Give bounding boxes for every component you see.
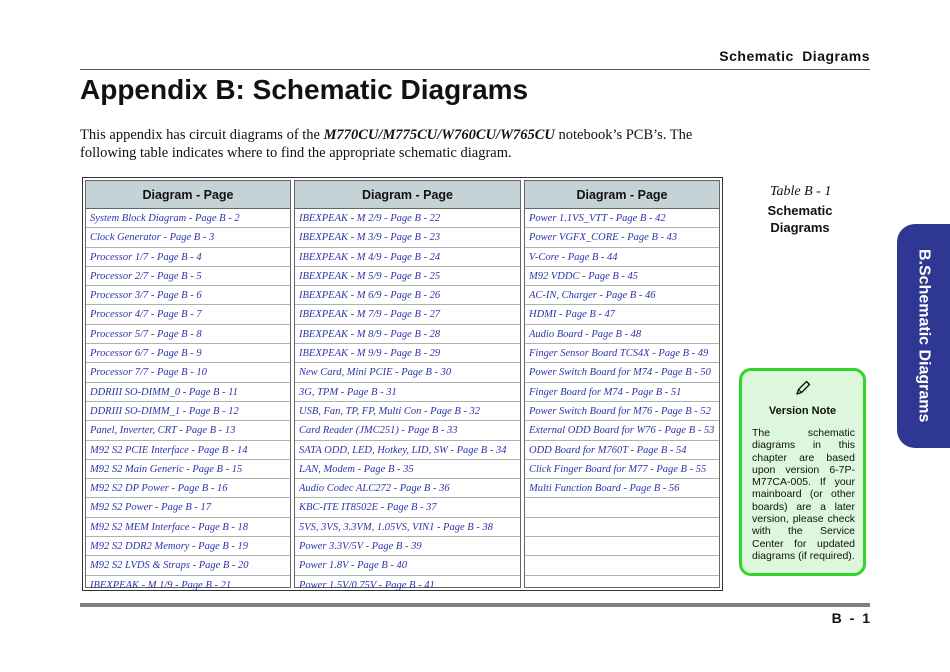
schematic-table (82, 177, 723, 591)
table-cell: M92 S2 LVDS & Straps - Page B - 20 (86, 556, 290, 575)
column-header: Diagram - Page (525, 181, 719, 209)
table-cell: Audio Codec ALC272 - Page B - 36 (295, 479, 520, 498)
side-tab-label: B.Schematic Diagrams (915, 249, 933, 423)
intro-text-after: notebook’s PCB’s. The following table indicates where to find the appropriate schematic diagram. (80, 127, 693, 161)
table-column-2 (294, 180, 521, 591)
table-column-3 (524, 180, 720, 588)
table-cell (525, 576, 719, 595)
column-rows (525, 209, 719, 587)
running-head: Schematic Diagrams (719, 48, 870, 64)
table-cell: Finger Sensor Board TCS4X - Page B - 49 (525, 344, 719, 363)
table-cell: M92 S2 MEM Interface - Page B - 18 (86, 518, 290, 537)
page-number: B - 1 (831, 610, 870, 626)
table-cell: M92 S2 PCIE Interface - Page B - 14 (86, 441, 290, 460)
table-cell (525, 537, 719, 556)
intro-paragraph (80, 126, 730, 162)
table-cell: IBEXPEAK - M 1/9 - Page B - 21 (90, 579, 232, 591)
table-cell: External ODD Board for W76 - Page B - 53 (525, 421, 719, 440)
table-cell: M92 S2 DDR2 Memory - Page B - 19 (86, 537, 290, 556)
table-cell: 5VS, 3VS, 3.3VM, 1.05VS, VIN1 - Page B - 38 (295, 518, 520, 537)
table-cell: Processor 1/7 - Page B - 4 (86, 248, 290, 267)
table-cell: ODD Board for M760T - Page B - 54 (525, 441, 719, 460)
table-cell: Power 1.5V/0.75V - Page B - 41 (299, 579, 435, 591)
table-cell: V-Core - Page B - 44 (525, 248, 719, 267)
table-cell: Processor 2/7 - Page B - 5 (86, 267, 290, 286)
table-cell: Power Switch Board for M76 - Page B - 52 (525, 402, 719, 421)
table-caption-title: Schematic Diagrams (767, 203, 833, 235)
table-cell: LAN, Modem - Page B - 35 (295, 460, 520, 479)
table-cell: DDRIII SO-DIMM_0 - Page B - 11 (86, 383, 290, 402)
table-cell: 3G, TPM - Page B - 31 (295, 383, 520, 402)
table-cell: Finger Board for M74 - Page B - 51 (525, 383, 719, 402)
table-cell: SATA ODD, LED, Hotkey, LID, SW - Page B - 34 (295, 441, 520, 460)
table-cell: M92 S2 Main Generic - Page B - 15 (86, 460, 290, 479)
intro-models: M770CU/M775CU/W760CU/W765CU (323, 127, 555, 143)
chapter-side-tab (897, 224, 950, 448)
table-cell: DDRIII SO-DIMM_1 - Page B - 12 (86, 402, 290, 421)
note-title: Version Note (768, 405, 837, 417)
page-title: Appendix B: Schematic Diagrams (80, 74, 529, 105)
table-caption-label: Table B - 1 (770, 184, 832, 199)
table-cell: IBEXPEAK - M 6/9 - Page B - 26 (295, 286, 520, 305)
table-cell: Panel, Inverter, CRT - Page B - 13 (86, 421, 290, 440)
table-cell: Processor 4/7 - Page B - 7 (86, 305, 290, 324)
table-cell: IBEXPEAK - M 2/9 - Page B - 22 (295, 209, 520, 228)
table-cell: USB, Fan, TP, FP, Multi Con - Page B - 32 (295, 402, 520, 421)
column-header: Diagram - Page (295, 181, 520, 209)
table-cell: IBEXPEAK - M 9/9 - Page B - 29 (295, 344, 520, 363)
table-cell: New Card, Mini PCIE - Page B - 30 (295, 363, 520, 382)
header-rule (80, 69, 870, 70)
table-column-1 (85, 180, 291, 591)
table-cell: Multi Function Board - Page B - 56 (525, 479, 719, 498)
table-cell: IBEXPEAK - M 8/9 - Page B - 28 (295, 325, 520, 344)
table-cell: IBEXPEAK - M 7/9 - Page B - 27 (295, 305, 520, 324)
column-rows (86, 209, 290, 591)
table-cell: Processor 5/7 - Page B - 8 (86, 325, 290, 344)
table-cell: Power VGFX_CORE - Page B - 43 (525, 228, 719, 247)
table-cell: KBC-ITE IT8502E - Page B - 37 (295, 498, 520, 517)
table-cell: Processor 6/7 - Page B - 9 (86, 344, 290, 363)
table-cell: Power 3.3V/5V - Page B - 39 (295, 537, 520, 556)
table-cell: Processor 3/7 - Page B - 6 (86, 286, 290, 305)
intro-text-before: This appendix has circuit diagrams of the (80, 127, 324, 143)
table-cell: Click Finger Board for M77 - Page B - 55 (525, 460, 719, 479)
pencil-icon (742, 379, 863, 402)
table-cell: IBEXPEAK - M 5/9 - Page B - 25 (295, 267, 520, 286)
table-cell: AC-IN, Charger - Page B - 46 (525, 286, 719, 305)
table-cell (525, 498, 719, 517)
table-cell: Card Reader (JMC251) - Page B - 33 (295, 421, 520, 440)
table-cell: M92 S2 DP Power - Page B - 16 (86, 479, 290, 498)
note-body: The schematic diagrams in this chapter are based upon version 6-7P-M77CA-005. If your mainboard (or other boards) are a later version, please check with the Service Center for updated diagrams (if required). (752, 427, 855, 562)
table-cell: Processor 7/7 - Page B - 10 (86, 363, 290, 382)
column-header: Diagram - Page (86, 181, 290, 209)
table-cell: Power 1.8V - Page B - 40 (295, 556, 520, 575)
table-cell (525, 556, 719, 575)
version-note-box (739, 368, 866, 576)
table-cell: Audio Board - Page B - 48 (525, 325, 719, 344)
table-cell: IBEXPEAK - M 4/9 - Page B - 24 (295, 248, 520, 267)
table-cell: System Block Diagram - Page B - 2 (86, 209, 290, 228)
table-cell: HDMI - Page B - 47 (525, 305, 719, 324)
table-cell: Clock Generator - Page B - 3 (86, 228, 290, 247)
table-cell (525, 518, 719, 537)
table-cell: M92 VDDC - Page B - 45 (525, 267, 719, 286)
table-cell: IBEXPEAK - M 3/9 - Page B - 23 (295, 228, 520, 247)
table-cell: Power 1.1VS_VTT - Page B - 42 (525, 209, 719, 228)
table-cell: M92 S2 Power - Page B - 17 (86, 498, 290, 517)
footer-rule (80, 603, 870, 607)
table-cell: Power Switch Board for M74 - Page B - 50 (525, 363, 719, 382)
column-rows (295, 209, 520, 591)
